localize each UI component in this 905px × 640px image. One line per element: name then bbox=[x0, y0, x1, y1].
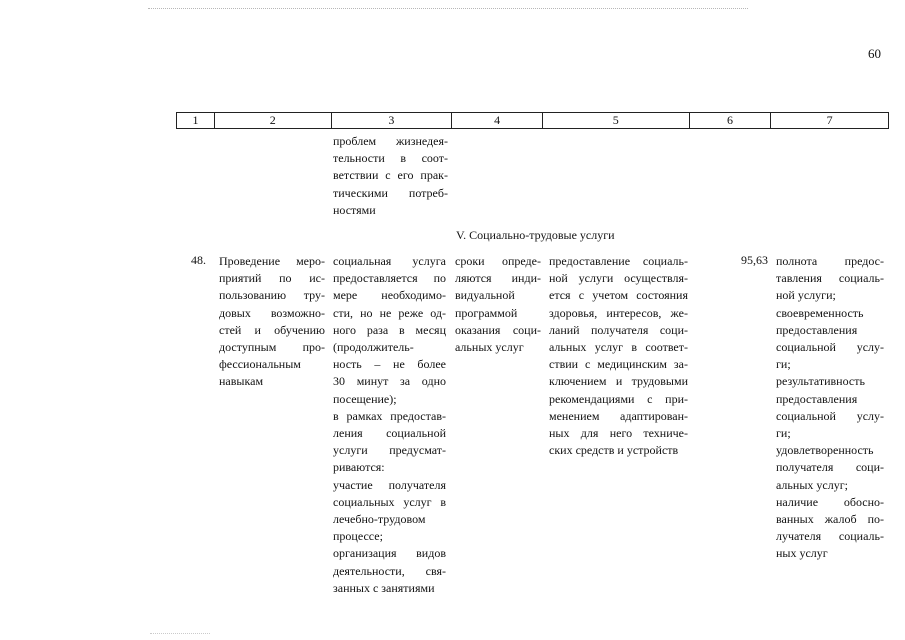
text-line: оказания соци- bbox=[455, 322, 541, 337]
text-line: ветствии с его прак- bbox=[333, 168, 448, 183]
text-line: своевременность bbox=[776, 305, 864, 320]
text-line: предоставления bbox=[776, 322, 858, 337]
text-line: мере необходимо- bbox=[333, 288, 446, 303]
text-line: социальной услу- bbox=[776, 340, 884, 355]
text-line: ванных жалоб по- bbox=[776, 512, 884, 527]
header-col-2: 2 bbox=[215, 113, 332, 128]
page-number: 60 bbox=[868, 46, 881, 61]
text-line: ностями bbox=[333, 202, 376, 217]
header-col-1: 1 bbox=[177, 113, 215, 128]
row-number: 48. bbox=[191, 253, 206, 267]
text-line: ной услуги осуществля- bbox=[549, 271, 688, 286]
service-deadlines-col4 bbox=[455, 253, 541, 356]
text-line: Проведение меро- bbox=[219, 254, 325, 268]
service-cost-col6: 95,63 bbox=[741, 253, 768, 267]
text-line: предоставляется по bbox=[333, 271, 446, 286]
text-line: ется с учетом состояния bbox=[549, 288, 688, 303]
text-line: альных услуг bbox=[455, 340, 524, 355]
table-header-row bbox=[176, 112, 889, 129]
text-line: полнота предос- bbox=[776, 254, 884, 268]
text-line: ных для него техниче- bbox=[549, 426, 688, 441]
text-line: ность – не более bbox=[333, 357, 446, 372]
service-conditions-col5 bbox=[549, 253, 688, 459]
text-line: предоставление социаль- bbox=[549, 254, 688, 268]
text-line: фессиональным bbox=[219, 357, 301, 372]
continuation-text-col3 bbox=[333, 133, 448, 219]
header-col-6: 6 bbox=[690, 113, 772, 128]
text-line: услуги предусмат- bbox=[333, 443, 446, 458]
text-line: результативность bbox=[776, 374, 865, 389]
header-col-5: 5 bbox=[543, 113, 690, 128]
text-line: посещение); bbox=[333, 391, 397, 406]
text-line: 30 минут за одно bbox=[333, 374, 446, 389]
text-line: рекомендациями с при- bbox=[549, 391, 688, 406]
text-line: ствии с медицинским за- bbox=[549, 357, 688, 372]
header-col-3: 3 bbox=[332, 113, 453, 128]
text-line: ления социальной bbox=[333, 426, 446, 441]
text-line: доступным про- bbox=[219, 340, 325, 355]
text-line: лечебно-трудовом bbox=[333, 512, 426, 527]
text-line: тельности в соот- bbox=[333, 151, 448, 166]
text-line: ги; bbox=[776, 426, 791, 441]
scan-artifact-top bbox=[148, 8, 748, 13]
text-line: удовлетворенность bbox=[776, 443, 874, 458]
text-line: альных услуг; bbox=[776, 477, 848, 492]
text-line: тическими потреб- bbox=[333, 185, 448, 200]
text-line: альных услуг в соответ- bbox=[549, 340, 688, 355]
text-line: сти, но не реже од- bbox=[333, 305, 446, 320]
text-line: социальных услуг в bbox=[333, 494, 446, 509]
text-line: здоровья, интересов, же- bbox=[549, 305, 688, 320]
text-line: получателя соци- bbox=[776, 460, 884, 475]
text-line: пользованию тру- bbox=[219, 288, 325, 303]
text-line: ного раза в месяц bbox=[333, 322, 446, 337]
service-name-col2 bbox=[219, 253, 325, 391]
quality-indicators-col7 bbox=[776, 253, 884, 563]
section-title: V. Социально-трудовые услуги bbox=[456, 228, 615, 242]
text-line: менением адаптирован- bbox=[549, 408, 688, 423]
text-line: организация видов bbox=[333, 546, 446, 561]
text-line: тавления социаль- bbox=[776, 271, 884, 286]
text-line: в рамках предостав- bbox=[333, 408, 446, 423]
text-line: ной услуги; bbox=[776, 288, 836, 303]
text-line: ных услуг bbox=[776, 546, 828, 561]
text-line: занных с занятиями bbox=[333, 580, 435, 595]
text-line: видуальной bbox=[455, 288, 515, 303]
text-line: социальная услуга bbox=[333, 254, 446, 268]
text-line: сроки опреде- bbox=[455, 254, 541, 268]
scan-artifact-bottom bbox=[150, 633, 210, 636]
text-line: процессе; bbox=[333, 529, 383, 544]
text-line: программой bbox=[455, 305, 518, 320]
text-line: лучателя социаль- bbox=[776, 529, 884, 544]
text-line: проблем жизнедея- bbox=[333, 134, 448, 148]
text-line: стей и обучению bbox=[219, 322, 325, 337]
text-line: ги; bbox=[776, 357, 791, 372]
text-line: наличие обосно- bbox=[776, 494, 884, 509]
text-line: довых возможно- bbox=[219, 305, 325, 320]
text-line: предоставления bbox=[776, 391, 858, 406]
text-line: риваются: bbox=[333, 460, 385, 475]
service-terms-col3 bbox=[333, 253, 446, 597]
header-col-7: 7 bbox=[826, 113, 833, 127]
text-line: участие получателя bbox=[333, 477, 446, 492]
text-line: ских средств и устройств bbox=[549, 443, 679, 458]
text-line: ключением и трудовыми bbox=[549, 374, 688, 389]
text-line: ляются инди- bbox=[455, 271, 541, 286]
text-line: навыкам bbox=[219, 374, 264, 389]
text-line: социальной услу- bbox=[776, 408, 884, 423]
text-line: деятельности, свя- bbox=[333, 563, 446, 578]
text-line: (продолжитель- bbox=[333, 340, 414, 355]
text-line: приятий по ис- bbox=[219, 271, 325, 286]
text-line: ланий получателя соци- bbox=[549, 322, 688, 337]
header-col-4: 4 bbox=[452, 113, 543, 128]
